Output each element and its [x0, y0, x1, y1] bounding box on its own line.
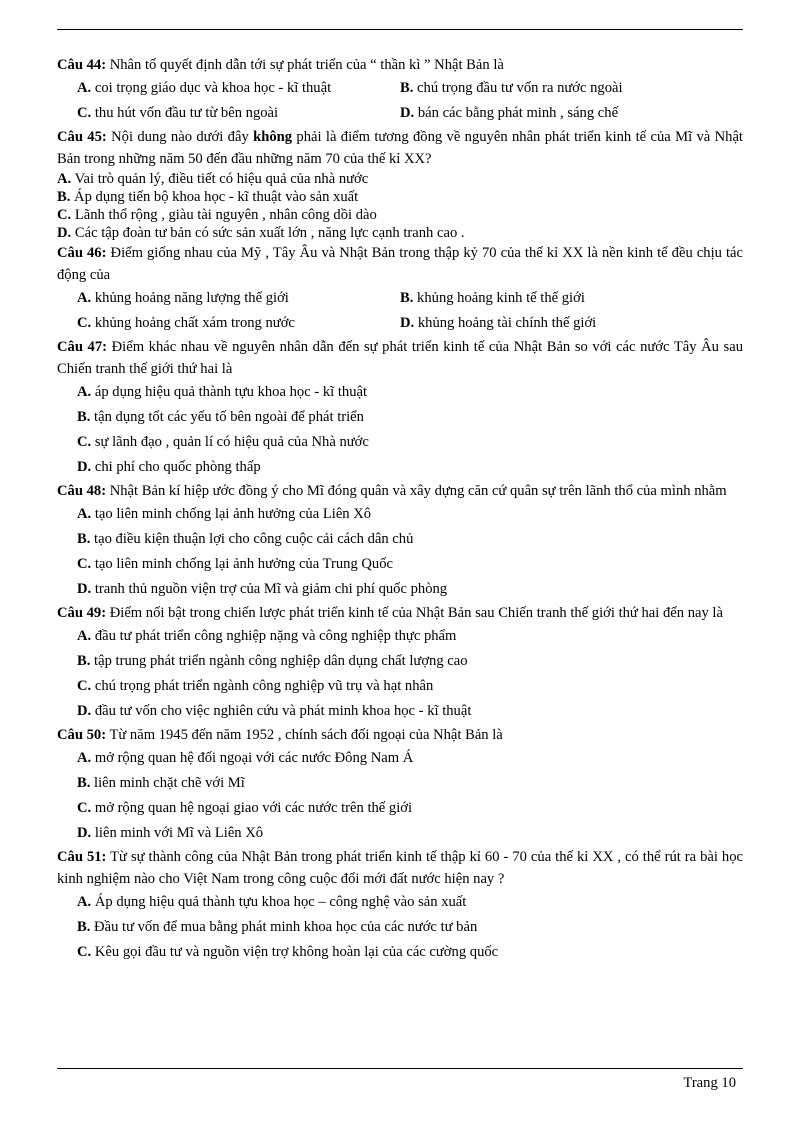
- answer-options: [57, 170, 743, 242]
- option-text: tận dụng tốt các yếu tố bên ngoài để phát triển: [94, 409, 364, 425]
- answer-option: [77, 577, 743, 602]
- answer-options: [57, 286, 743, 336]
- answer-option: [400, 311, 743, 336]
- question-block: [57, 480, 743, 602]
- question-stem: [57, 480, 743, 502]
- option-key: B.: [77, 919, 91, 935]
- answer-option: [77, 101, 400, 126]
- option-text: sự lãnh đạo , quản lí có hiệu quả của Nhà nước: [94, 434, 369, 450]
- option-key: A.: [57, 171, 72, 187]
- option-key: B.: [57, 189, 71, 205]
- answer-option: [77, 76, 400, 101]
- answer-option: [77, 624, 743, 649]
- question-text: Nhật Bản kí hiệp ước đồng ý cho Mĩ đóng quân và xây dựng căn cứ quân sự trên lãnh thổ của mình nhằm: [109, 483, 727, 499]
- answer-option: [57, 206, 743, 224]
- question-stem: [57, 336, 743, 380]
- question-number: Câu 50:: [57, 727, 107, 743]
- question-number: Câu 45:: [57, 129, 107, 145]
- question-block: [57, 242, 743, 336]
- question-text: Từ sự thành công của Nhật Bản trong phát triển kinh tế thập kỉ 60 - 70 của thế kỉ XX , có thể rút ra bài học kinh nghiệm nào cho Việt Nam trong công cuộc đổi mới đất nước hiện nay ?: [57, 849, 744, 887]
- question-block: [57, 336, 743, 480]
- answer-option: [77, 771, 743, 796]
- answer-option: [77, 527, 743, 552]
- option-text: Các tập đoàn tư bản có sức sản xuất lớn , năng lực cạnh tranh cao .: [74, 225, 465, 241]
- question-block: [57, 54, 743, 126]
- question-text: Điểm khác nhau về nguyên nhân dẫn đến sự phát triển kinh tế của Nhật Bản so với các nước Tây Âu sau Chiến tranh thế giới thứ hai là: [57, 339, 744, 377]
- option-text: tạo liên minh chống lại ảnh hưởng của Liên Xô: [94, 506, 372, 522]
- option-key: C.: [77, 944, 92, 960]
- question-list: [57, 54, 743, 965]
- question-block: [57, 724, 743, 846]
- question-stem: [57, 126, 743, 170]
- answer-option: [77, 430, 743, 455]
- option-key: C.: [77, 105, 92, 121]
- question-text: Nội dung nào dưới đây: [111, 129, 254, 145]
- question-emphasis: không: [253, 129, 293, 145]
- answer-option: [77, 455, 743, 480]
- answer-option: [77, 286, 400, 311]
- option-text: chi phí cho quốc phòng thấp: [94, 459, 261, 475]
- question-text: Nhân tố quyết định dẫn tới sự phát triển của “ thần kì ” Nhật Bản là: [109, 57, 504, 73]
- option-text: Áp dụng hiệu quả thành tựu khoa học – công nghệ vào sản xuất: [94, 894, 467, 910]
- option-key: A.: [77, 290, 92, 306]
- option-text: chú trọng phát triển ngành công nghiệp vũ trụ và hạt nhân: [94, 678, 434, 694]
- answer-option: [400, 76, 743, 101]
- option-text: thu hút vốn đầu tư từ bên ngoài: [94, 105, 279, 121]
- question-block: [57, 126, 743, 242]
- question-text: Từ năm 1945 đến năm 1952 , chính sách đối ngoại của Nhật Bản là: [109, 727, 503, 743]
- option-key: C.: [77, 434, 92, 450]
- option-key: C.: [57, 207, 72, 223]
- option-key: D.: [400, 315, 415, 331]
- question-number: Câu 46:: [57, 245, 107, 261]
- option-key: D.: [57, 225, 72, 241]
- question-number: Câu 48:: [57, 483, 107, 499]
- option-key: A.: [77, 80, 92, 96]
- question-stem: [57, 602, 743, 624]
- answer-option: [77, 380, 743, 405]
- answer-option: [77, 821, 743, 846]
- question-stem: [57, 724, 743, 746]
- question-text: Điểm nổi bật trong chiến lược phát triển kinh tế của Nhật Bản sau Chiến tranh thế giới thứ hai đến nay là: [109, 605, 723, 621]
- option-text: mở rộng quan hệ ngoại giao với các nước trên thế giới: [94, 800, 413, 816]
- option-text: khủng hoảng kinh tế thế giới: [417, 290, 585, 306]
- option-key: C.: [77, 678, 92, 694]
- option-key: A.: [77, 506, 92, 522]
- option-text: tranh thủ nguồn viện trợ của Mĩ và giảm chi phí quốc phòng: [94, 581, 448, 597]
- footer-rule: [57, 1068, 743, 1069]
- answer-options: [57, 746, 743, 846]
- answer-option: [77, 552, 743, 577]
- answer-options: [57, 76, 743, 126]
- option-key: B.: [400, 290, 414, 306]
- option-key: A.: [77, 384, 92, 400]
- question-number: Câu 44:: [57, 57, 107, 73]
- option-key: B.: [400, 80, 414, 96]
- answer-option: [77, 311, 400, 336]
- question-number: Câu 47:: [57, 339, 108, 355]
- option-text: đầu tư phát triển công nghiệp nặng và công nghiệp thực phẩm: [94, 628, 457, 644]
- option-text: khủng hoảng tài chính thế giới: [417, 315, 597, 331]
- answer-option: [77, 405, 743, 430]
- option-text: tập trung phát triển ngành công nghiệp dân dụng chất lượng cao: [94, 653, 468, 669]
- answer-option: [400, 101, 743, 126]
- option-text: tạo liên minh chống lại ảnh hưởng của Trung Quốc: [94, 556, 393, 572]
- answer-option: [57, 224, 743, 242]
- option-key: C.: [77, 315, 92, 331]
- option-text: liên minh với Mĩ và Liên Xô: [94, 825, 264, 841]
- answer-options: [57, 890, 743, 965]
- answer-option: [77, 649, 743, 674]
- answer-options: [57, 624, 743, 724]
- answer-option: [77, 502, 743, 527]
- option-key: D.: [400, 105, 415, 121]
- option-key: A.: [77, 750, 92, 766]
- question-stem: [57, 242, 743, 286]
- option-text: áp dụng hiệu quả thành tựu khoa học - kĩ thuật: [94, 384, 368, 400]
- option-text: đầu tư vốn cho việc nghiên cứu và phát minh khoa học - kĩ thuật: [94, 703, 472, 719]
- option-key: B.: [77, 653, 91, 669]
- page-number: Trang 10: [683, 1075, 736, 1091]
- answer-option: [77, 674, 743, 699]
- option-text: liên minh chặt chẽ với Mĩ: [94, 775, 245, 791]
- answer-option: [77, 940, 743, 965]
- option-key: A.: [77, 628, 92, 644]
- option-text: bán các bằng phát minh , sáng chế: [417, 105, 619, 121]
- answer-option: [57, 170, 743, 188]
- option-text: Áp dụng tiến bộ khoa học - kĩ thuật vào sản xuất: [74, 189, 359, 205]
- option-key: A.: [77, 894, 92, 910]
- option-key: C.: [77, 800, 92, 816]
- question-text: Điểm giống nhau của Mỹ , Tây Âu và Nhật Bản trong thập kỷ 70 của thế kỉ XX là nền kinh tế đều chịu tác động của: [57, 245, 743, 283]
- option-key: B.: [77, 531, 91, 547]
- option-key: D.: [77, 581, 92, 597]
- answer-option: [57, 188, 743, 206]
- question-block: [57, 602, 743, 724]
- option-text: tạo điều kiện thuận lợi cho công cuộc cải cách dân chủ: [94, 531, 414, 547]
- option-text: khủng hoảng năng lượng thế giới: [94, 290, 289, 306]
- answer-option: [77, 890, 743, 915]
- option-text: Lãnh thổ rộng , giàu tài nguyên , nhân công dồi dào: [74, 207, 377, 223]
- option-text: khủng hoảng chất xám trong nước: [94, 315, 295, 331]
- option-key: D.: [77, 825, 92, 841]
- answer-option: [77, 915, 743, 940]
- option-key: D.: [77, 703, 92, 719]
- option-text: Kêu gọi đầu tư và nguồn viện trợ không hoàn lại của các cường quốc: [94, 944, 499, 960]
- question-stem: [57, 846, 743, 890]
- header-rule: [57, 29, 743, 30]
- answer-options: [57, 502, 743, 602]
- option-key: C.: [77, 556, 92, 572]
- option-key: B.: [77, 409, 91, 425]
- question-number: Câu 51:: [57, 849, 107, 865]
- option-key: D.: [77, 459, 92, 475]
- question-stem: [57, 54, 743, 76]
- option-key: B.: [77, 775, 91, 791]
- question-number: Câu 49:: [57, 605, 107, 621]
- question-text: phải là điểm tương đồng về nguyên nhân phát triển kinh tế của Mĩ và Nhật Bản trong những năm 50 đến đầu những năm 70 của thế kỉ XX?: [57, 129, 743, 167]
- option-text: Vai trò quản lý, điều tiết có hiệu quả của nhà nước: [74, 171, 369, 187]
- option-text: chú trọng đầu tư vốn ra nước ngoài: [417, 80, 623, 96]
- answer-option: [400, 286, 743, 311]
- question-block: [57, 846, 743, 965]
- answer-options: [57, 380, 743, 480]
- option-text: mở rộng quan hệ đối ngoại với các nước Đông Nam Á: [94, 750, 414, 766]
- option-text: coi trọng giáo dục và khoa học - kĩ thuật: [94, 80, 332, 96]
- answer-option: [77, 796, 743, 821]
- answer-option: [77, 746, 743, 771]
- option-text: Đầu tư vốn để mua bằng phát minh khoa học của các nước tư bản: [94, 919, 478, 935]
- answer-option: [77, 699, 743, 724]
